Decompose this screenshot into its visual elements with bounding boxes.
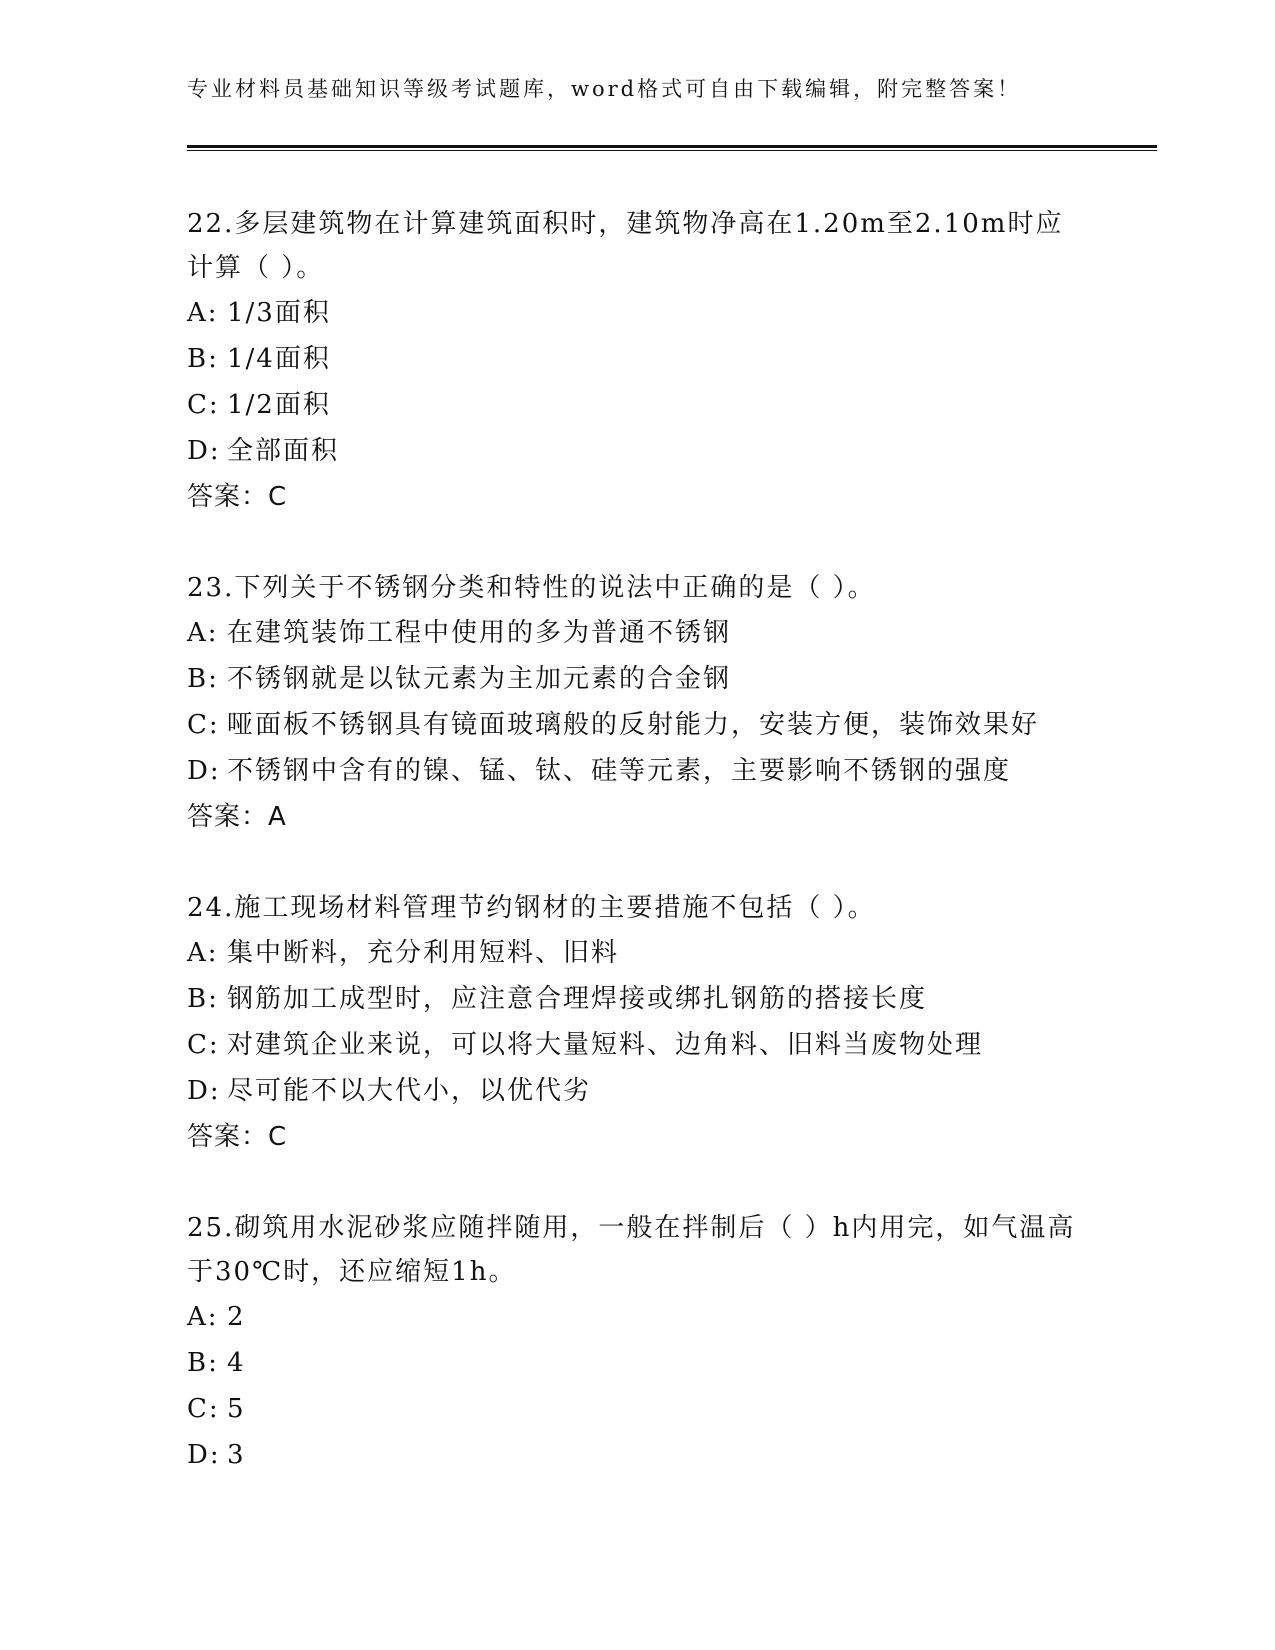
header-divider-thin [187,150,1157,151]
option-d [187,1068,1087,1114]
option-text: 在建筑装饰工程中使用的多为普通不锈钢 [227,618,732,648]
question-list [187,202,1087,1524]
header-divider-thick [187,145,1157,148]
option-b [187,656,1087,702]
answer-line: 答案：C [187,482,288,512]
option-letter: C: [187,710,220,740]
option-c [187,702,1087,748]
question-23 [187,566,1087,840]
option-a [187,930,1087,976]
option-text: 1/3面积 [227,298,331,328]
option-letter: A: [187,1302,219,1332]
option-d [187,748,1087,794]
option-text: 1/4面积 [227,344,331,374]
answer-line: 答案：C [187,1122,288,1152]
option-letter: C: [187,1030,220,1060]
option-text: 1/2面积 [227,390,331,420]
option-c [187,1386,1087,1432]
option-letter: B: [187,1348,219,1378]
option-letter: B: [187,984,219,1014]
option-d [187,428,1087,474]
option-b [187,976,1087,1022]
option-text: 不锈钢就是以钛元素为主加元素的合金钢 [227,664,732,694]
option-text: 不锈钢中含有的镍、锰、钛、硅等元素，主要影响不锈钢的强度 [227,756,1012,786]
option-a [187,290,1087,336]
option-a [187,1294,1087,1340]
answer-line: 答案：A [187,802,287,832]
option-b [187,336,1087,382]
option-letter: C: [187,390,220,420]
option-a [187,610,1087,656]
option-d [187,1432,1087,1478]
option-text: 对建筑企业来说，可以将大量短料、边角料、旧料当废物处理 [227,1030,984,1060]
option-letter: A: [187,938,219,968]
option-text: 4 [227,1348,246,1378]
question-stem: 24.施工现场材料管理节约钢材的主要措施不包括（ ）。 [187,893,876,923]
option-letter: A: [187,618,219,648]
option-text: 3 [227,1440,246,1470]
option-letter: D: [187,436,221,466]
option-letter: A: [187,298,219,328]
option-text: 集中断料，充分利用短料、旧料 [227,938,620,968]
option-letter: B: [187,664,219,694]
question-stem: 25.砌筑用水泥砂浆应随拌随用，一般在拌制后（ ）h内用完，如气温高于30℃时，还应缩短1h。 [187,1213,1076,1287]
option-text: 2 [227,1302,246,1332]
question-stem: 22.多层建筑物在计算建筑面积时，建筑物净高在1.20m至2.10m时应计算（ ）。 [187,209,1064,283]
option-letter: D: [187,1440,221,1470]
question-22 [187,202,1087,520]
question-25 [187,1206,1087,1478]
option-text: 全部面积 [227,436,340,466]
option-c [187,382,1087,428]
option-letter: C: [187,1394,220,1424]
option-letter: B: [187,344,219,374]
option-text: 尽可能不以大代小，以优代劣 [227,1076,592,1106]
option-text: 5 [227,1394,246,1424]
question-24 [187,886,1087,1160]
option-letter: D: [187,1076,221,1106]
option-letter: D: [187,756,221,786]
question-stem: 23.下列关于不锈钢分类和特性的说法中正确的是（ ）。 [187,573,876,603]
option-text: 哑面板不锈钢具有镜面玻璃般的反射能力，安装方便，装饰效果好 [227,710,1040,740]
document-header: 专业材料员基础知识等级考试题库，word格式可自由下载编辑，附完整答案！ [187,77,1022,101]
option-c [187,1022,1087,1068]
option-b [187,1340,1087,1386]
option-text: 钢筋加工成型时，应注意合理焊接或绑扎钢筋的搭接长度 [227,984,928,1014]
